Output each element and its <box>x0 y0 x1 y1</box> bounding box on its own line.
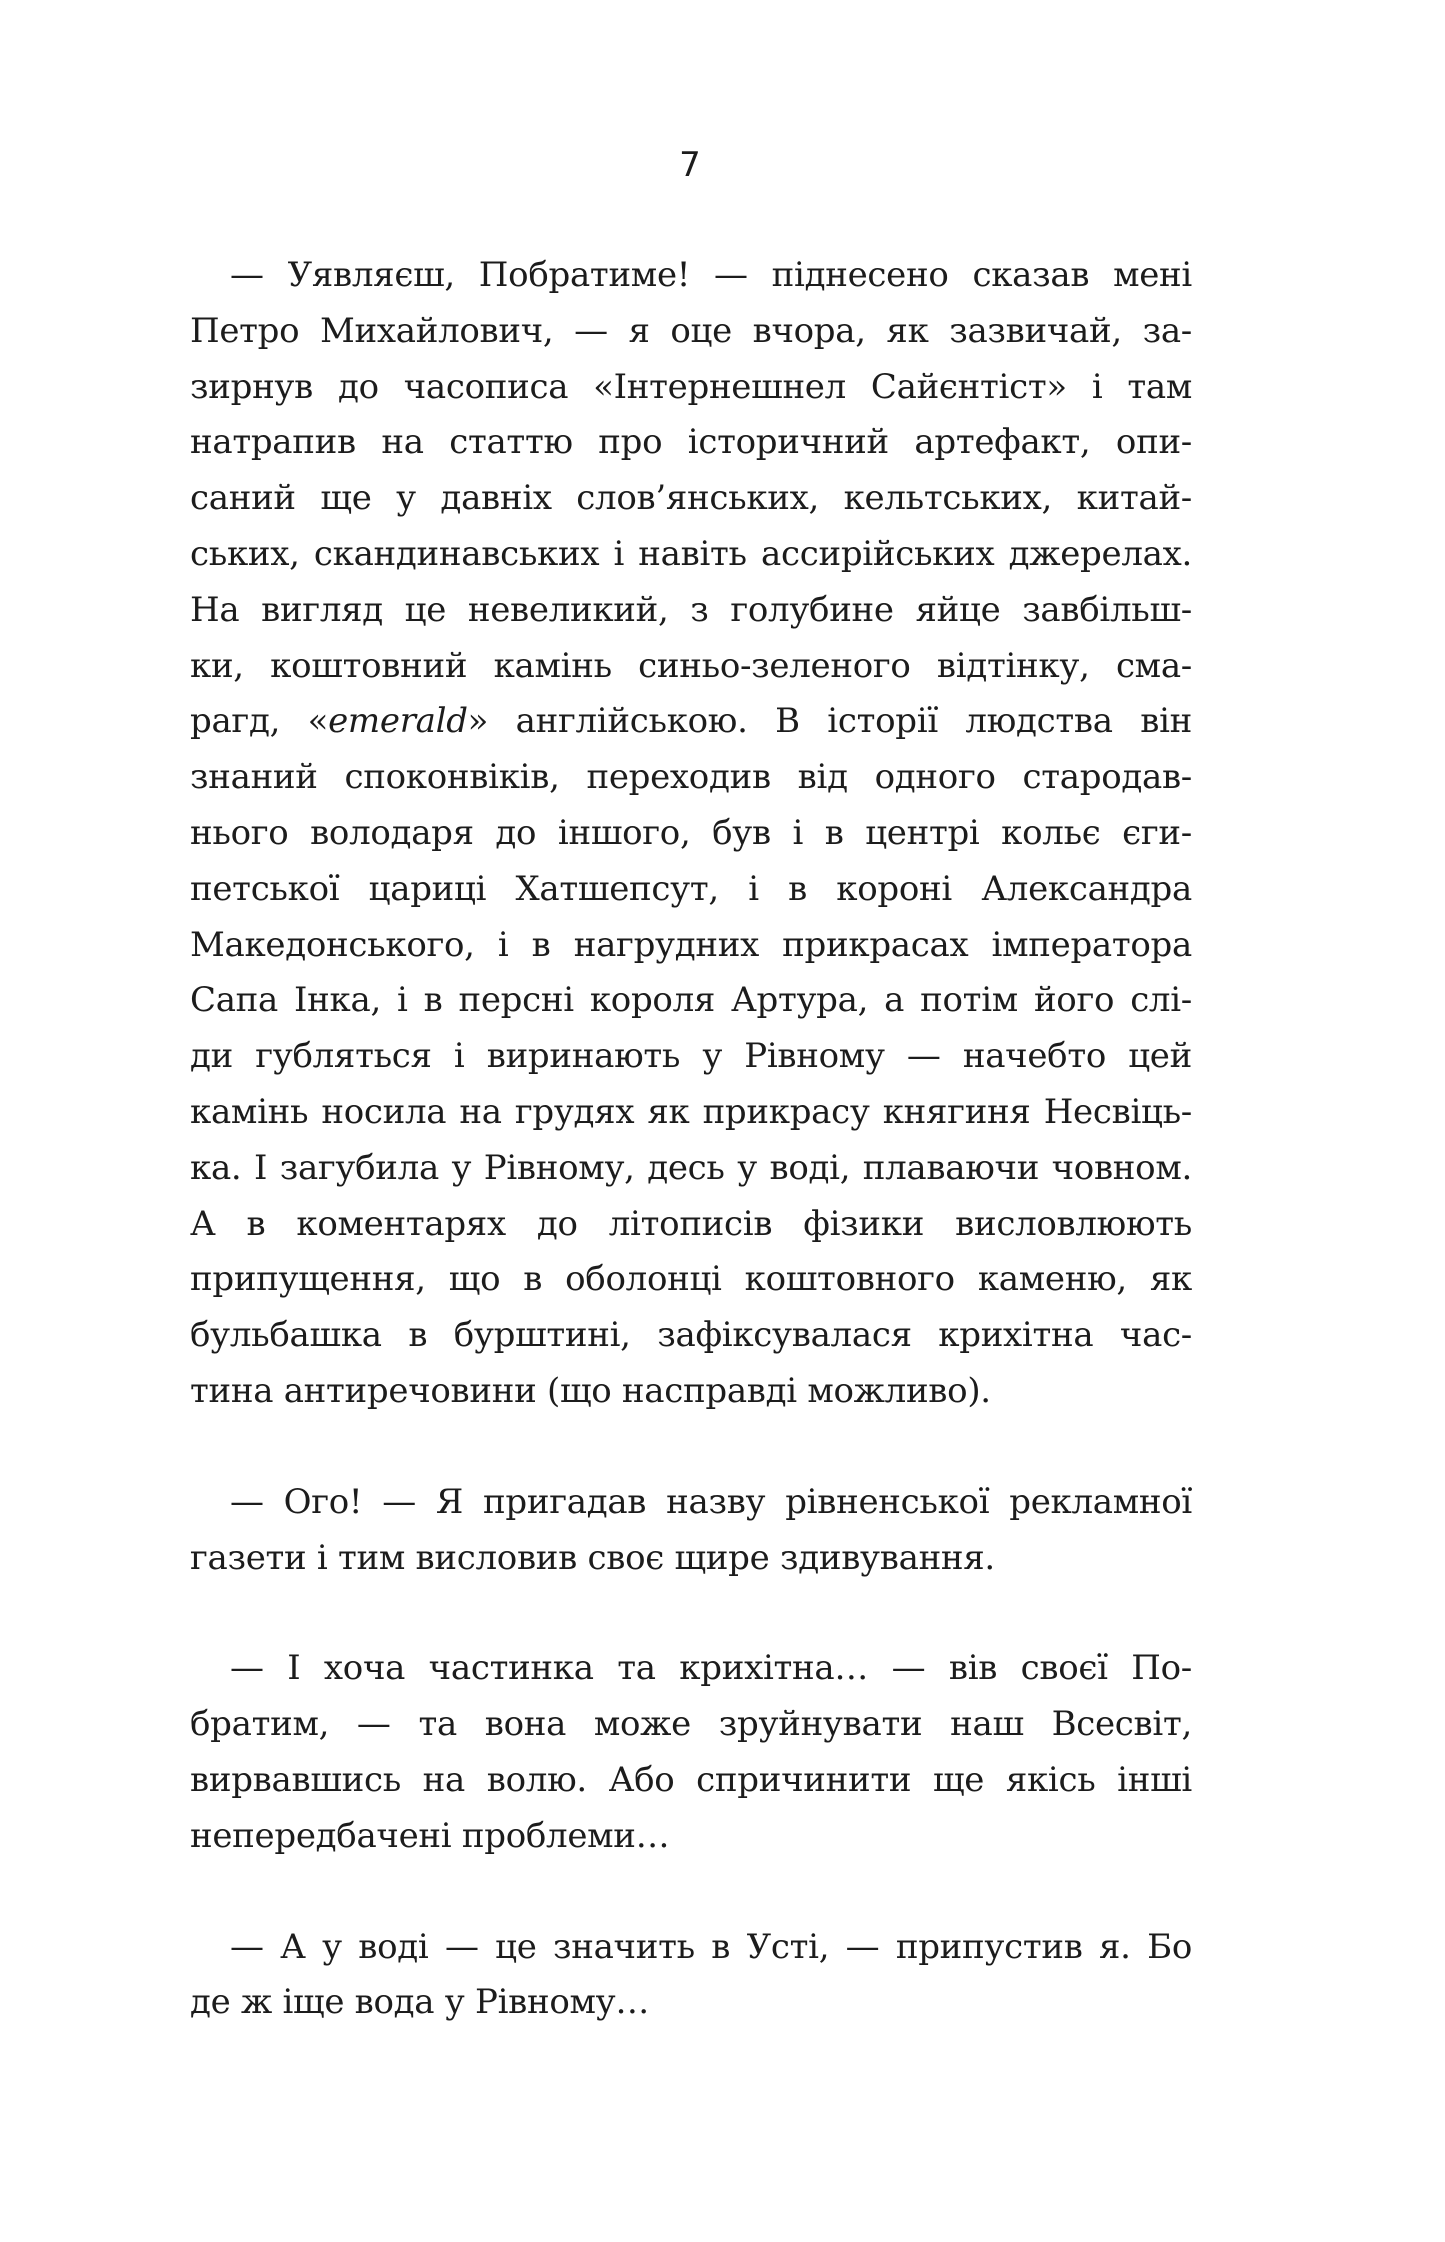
text-line: припущення, що в оболонці коштовного каменю, як <box>190 1259 1192 1300</box>
text-line <box>190 694 1192 750</box>
text-line: ка. І загубила у Рівному, десь у воді, плаваючи човном. <box>190 1147 1192 1188</box>
text-fragment: рагд, « <box>190 701 329 742</box>
body-text <box>190 248 1192 2031</box>
text-line: ських, скандинавських і навіть ассирійських джерелах. <box>190 533 1192 574</box>
text-line: Сапа Інка, і в персні короля Артура, а потім його слі- <box>190 980 1192 1021</box>
text-line: — Ого! — Я пригадав назву рівненської рекламної <box>230 1481 1192 1522</box>
text-line: зирнув до часописа «Інтернешнел Сайєнтіст» і там <box>190 366 1192 407</box>
text-line: — Уявляєш, Побратиме! — піднесено сказав мені <box>230 255 1192 295</box>
text-line: Петро Михайлович, — я оце вчора, як зазвичай, за- <box>190 310 1192 351</box>
text-line: нього володаря до іншого, був і в центрі кольє єги- <box>190 812 1192 853</box>
text-line: братим, — та вона може зруйнувати наш Всесвіт, <box>190 1704 1192 1745</box>
text-line: непередбачені проблеми… <box>190 1815 670 1856</box>
text-line: натрапив на статтю про історичний артефакт, опи- <box>190 422 1192 463</box>
text-fragment: » англійською. В історії людства він <box>467 701 1192 742</box>
text-line: петської цариці Хатшепсут, і в короні Александра <box>190 868 1192 909</box>
text-line: знаний споконвіків, переходив від одного стародав- <box>190 757 1192 798</box>
text-line: бульбашка в бурштині, зафіксувалася крихітна час- <box>190 1315 1192 1356</box>
text-line: де ж іще вода у Рівному… <box>190 1982 650 2023</box>
text-line: газети і тим висловив своє щире здивування. <box>190 1537 995 1578</box>
text-line: — І хоча частинка та крихітна… — вів своєї По- <box>230 1648 1192 1689</box>
text-line: А в коментарях до літописів фізики висловлюють <box>190 1203 1192 1244</box>
paragraph <box>190 1641 1192 1864</box>
text-line: тина антиречовини (що насправді можливо). <box>190 1370 991 1411</box>
italic-word: emerald <box>328 701 468 742</box>
text-line: ки, коштовний камінь синьо-зеленого відтінку, сма- <box>190 645 1192 686</box>
text-line: вирвавшись на волю. Або спричинити ще якісь інші <box>190 1759 1192 1800</box>
page-number: 7 <box>679 145 701 185</box>
text-line: Македонського, і в нагрудних прикрасах імператора <box>190 924 1192 965</box>
text-line: На вигляд це невеликий, з голубине яйце завбільш- <box>190 589 1192 630</box>
paragraph <box>190 1475 1192 1587</box>
text-line: ди губляться і виринають у Рівному — начебто цей <box>190 1036 1192 1077</box>
text-line: саний ще у давніх слов’янських, кельтських, китай- <box>190 478 1192 519</box>
paragraph <box>190 1920 1192 2032</box>
text-line: — А у воді — це значить в Усті, — припустив я. Бо <box>230 1926 1192 1967</box>
paragraph <box>190 248 1192 1420</box>
text-line: камінь носила на грудях як прикрасу княгиня Несвіць- <box>190 1091 1192 1132</box>
